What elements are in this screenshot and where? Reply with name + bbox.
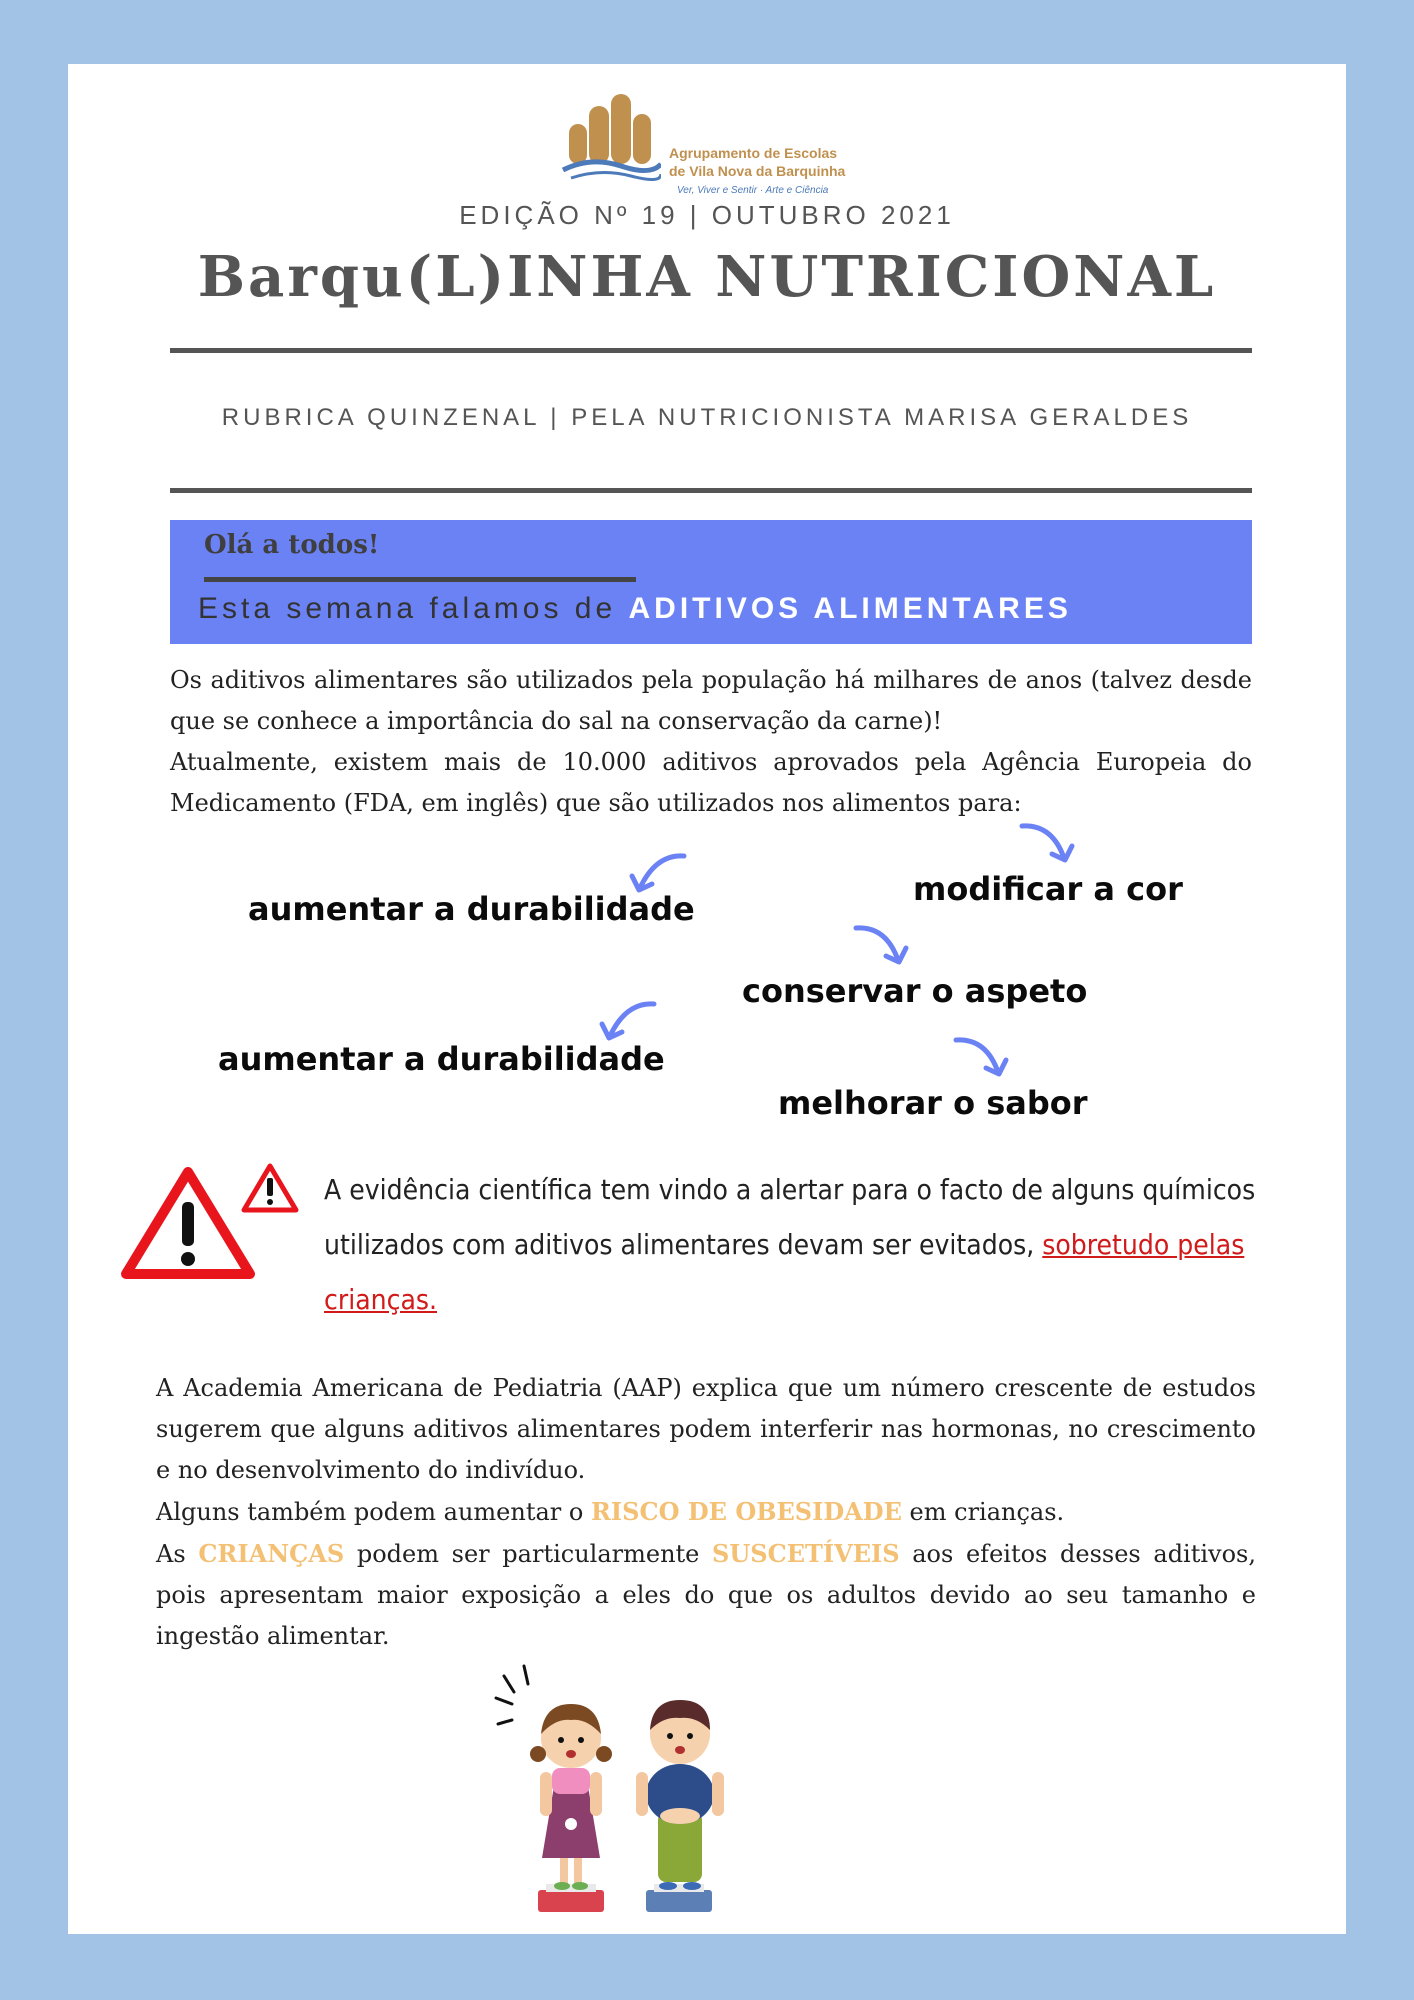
curved-arrow-icon <box>952 1034 1012 1082</box>
divider-top <box>170 348 1252 353</box>
greeting: Olá a todos! <box>204 530 380 560</box>
use-item: aumentar a durabilidade <box>218 1040 665 1078</box>
warning-body: A evidência científica tem vindo a alertar para o facto de alguns químicos utilizados com aditivos alimentares devam ser evitados, <box>324 1173 1256 1261</box>
curved-arrow-icon <box>598 998 658 1046</box>
use-item: conservar o aspeto <box>742 972 1088 1010</box>
warning-emphasis: sobretudo pelas crianças. <box>324 1228 1245 1316</box>
use-item: melhorar o sabor <box>778 1084 1088 1122</box>
edition-label: EDIÇÃO Nº 19 | OUTUBRO 2021 <box>459 200 955 230</box>
topic-lead: Esta semana falamos de <box>198 592 629 625</box>
susceptible-highlight: SUSCETÍVEIS <box>712 1539 900 1568</box>
warning-triangle-icon <box>118 1164 258 1282</box>
body-paragraph-2 <box>156 1491 1256 1533</box>
school-logo-icon <box>561 84 661 184</box>
newsletter-subtitle: RUBRICA QUINZENAL | PELA NUTRICIONISTA MARISA GERALDES <box>221 404 1193 431</box>
warning-text <box>324 1162 1324 1327</box>
logo-line-2: de Vila Nova da Barquinha <box>669 163 846 179</box>
body-p2-after: em crianças. <box>901 1498 1065 1526</box>
body-paragraph-3 <box>156 1533 1256 1657</box>
intro-text <box>170 660 1252 824</box>
use-item: modificar a cor <box>913 870 1183 908</box>
body-text <box>156 1368 1256 1657</box>
curved-arrow-icon <box>1018 820 1078 868</box>
body-paragraph-1: A Academia Americana de Pediatria (AAP) explica que um número crescente de estudos sugerem que alguns aditivos alimentares podem interferir nas hormonas, no crescimento e no desenvolvimento do indivíduo. <box>156 1374 1256 1484</box>
newsletter-page <box>68 64 1346 1934</box>
body-p3-a: As <box>156 1540 199 1568</box>
intro-paragraph-1: Os aditivos alimentares são utilizados pela população há milhares de anos (talvez desde que se conhece a importância do sal na conservação da carne)! <box>170 666 1252 735</box>
obesity-risk-highlight: RISCO DE OBESIDADE <box>590 1497 902 1526</box>
topic-highlight: ADITIVOS ALIMENTARES <box>628 592 1072 625</box>
children-highlight: CRIANÇAS <box>198 1539 345 1568</box>
body-p2-before: Alguns também podem aumentar o <box>156 1498 591 1526</box>
curved-arrow-icon <box>628 850 688 898</box>
school-logo <box>561 84 881 196</box>
body-p3-c: aos efeitos desses aditivos, pois apresentam maior exposição a eles do que os adultos devido ao seu tamanho e ingestão alimentar. <box>156 1540 1257 1650</box>
body-p3-b: podem ser particularmente <box>344 1540 713 1568</box>
curved-arrow-icon <box>852 922 912 970</box>
intro-paragraph-2: Atualmente, existem mais de 10.000 aditivos aprovados pela Agência Europeia do Medicamento (FDA, em inglês) que são utilizados nos alimentos para: <box>170 748 1252 817</box>
logo-line-1: Agrupamento de Escolas <box>669 145 838 161</box>
warning-small-icon <box>240 1162 300 1214</box>
newsletter-title: Barqu(L)INHA NUTRICIONAL <box>197 244 1217 310</box>
logo-tagline: Ver, Viver e Sentir · Arte e Ciência <box>677 185 829 196</box>
topic-line <box>198 592 1072 626</box>
use-item: aumentar a durabilidade <box>248 890 695 928</box>
banner-divider <box>204 577 636 582</box>
divider-bottom <box>170 488 1252 493</box>
children-on-scales-illustration <box>468 1662 768 1917</box>
topic-banner <box>170 520 1252 644</box>
